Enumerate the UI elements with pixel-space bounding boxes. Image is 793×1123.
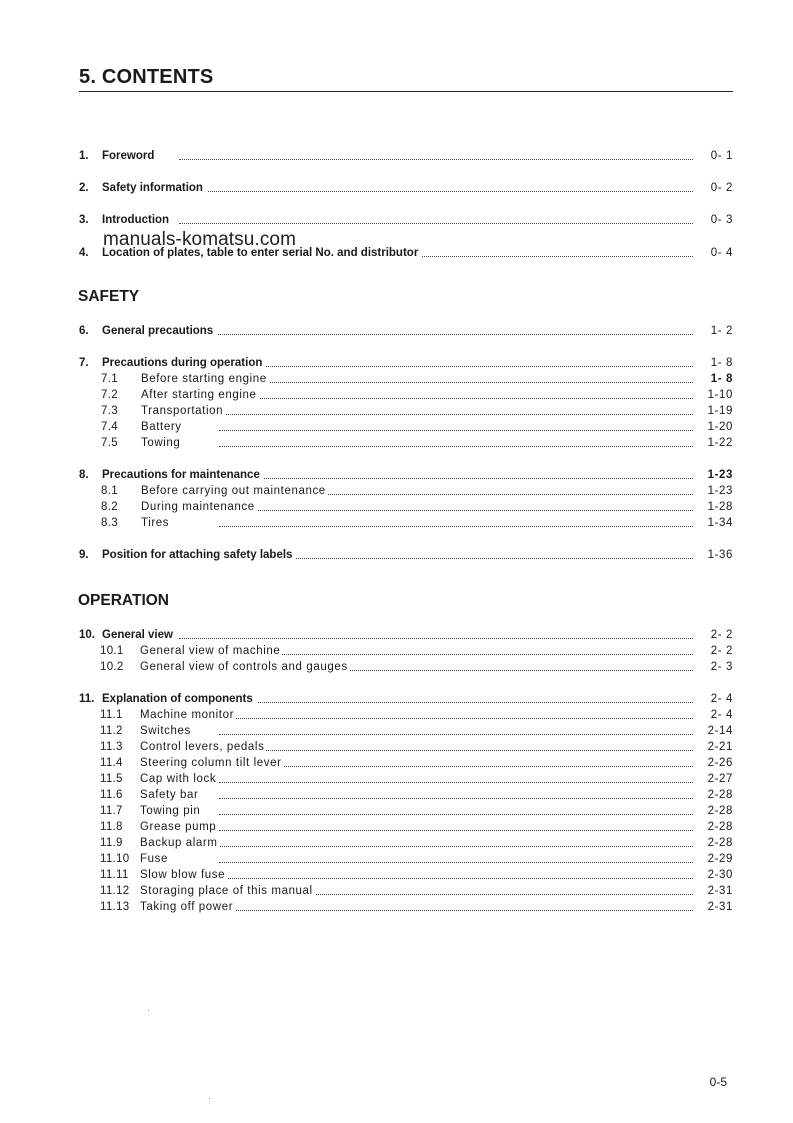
toc-entry-page: 2-27 — [707, 773, 733, 785]
toc-entry-number: 11.6 — [100, 789, 123, 801]
toc-entry-label: Precautions for maintenance — [102, 467, 264, 483]
dot-leader — [219, 718, 693, 719]
toc-subentry[interactable] — [79, 435, 733, 451]
dot-leader — [219, 414, 693, 415]
toc-subentry[interactable] — [79, 835, 733, 851]
toc-entry-page: 1-28 — [707, 501, 733, 513]
toc-subentry[interactable] — [79, 819, 733, 835]
dot-leader — [219, 798, 693, 799]
toc-entry-label: Steering column tilt lever — [140, 757, 282, 769]
toc-entry-number: 3. — [79, 214, 89, 226]
toc-entry-label: General view of machine — [140, 645, 281, 657]
toc-entry-label: Grease pump — [140, 821, 217, 833]
toc-entry-number: 8. — [79, 469, 89, 481]
toc-entry-page: 0- 3 — [710, 214, 733, 226]
toc-entry-label: Transportation — [141, 405, 224, 417]
scan-speck — [148, 1010, 149, 1011]
toc-entry-number: 11.1 — [100, 709, 123, 721]
toc-entry-number: 7.4 — [101, 421, 118, 433]
dot-leader — [179, 159, 693, 160]
toc-subentry[interactable] — [79, 499, 733, 515]
toc-entry-number: 7. — [79, 357, 89, 369]
toc-entry-label: Taking off power — [140, 901, 234, 913]
toc-entry-label: Explanation of components — [102, 691, 257, 707]
toc-subentry[interactable] — [79, 723, 733, 739]
toc-entry-label: During maintenance — [141, 501, 255, 513]
scan-speck — [209, 1098, 210, 1099]
toc-entry[interactable] — [79, 627, 733, 643]
toc-entry-number: 11.8 — [100, 821, 123, 833]
toc-entry-number: 11.10 — [100, 853, 130, 865]
toc-entry-number: 10. — [79, 629, 95, 641]
toc-entry-label: Safety bar — [140, 789, 199, 801]
toc-entry-number: 10.2 — [100, 661, 124, 673]
toc-entry-page: 2- 4 — [710, 709, 733, 721]
toc-entry-label: Position for attaching safety labels — [102, 547, 296, 563]
toc-subentry[interactable] — [79, 867, 733, 883]
toc-entry-page: 1-34 — [707, 517, 733, 529]
toc-entry-page: 2-14 — [707, 725, 733, 737]
toc-entry-page: 2- 4 — [710, 693, 733, 705]
toc-entry-page: 1-23 — [707, 485, 733, 497]
toc-subentry[interactable] — [79, 739, 733, 755]
dot-leader — [179, 334, 693, 335]
toc-entry-page: 2-30 — [707, 869, 733, 881]
toc-entry-number: 10.1 — [100, 645, 124, 657]
toc-entry-label: Before carrying out maintenance — [141, 485, 326, 497]
toc-entry-label: General view — [102, 627, 177, 643]
toc-entry-page: 2- 2 — [710, 629, 733, 641]
title-underline — [79, 91, 733, 92]
toc-subentry[interactable] — [79, 643, 733, 659]
toc-entry-label: Backup alarm — [140, 837, 218, 849]
toc-entry-label: General precautions — [102, 323, 217, 339]
toc-entry-page: 1- 2 — [710, 325, 733, 337]
toc-entry-number: 8.1 — [101, 485, 118, 497]
dot-leader — [179, 638, 693, 639]
toc-entry-page: 1- 8 — [710, 373, 733, 385]
toc-entry-number: 8.2 — [101, 501, 118, 513]
toc-entry-number: 11.3 — [100, 741, 123, 753]
toc-entry-page: 1-20 — [707, 421, 733, 433]
toc-entry-page: 1-10 — [707, 389, 733, 401]
section-heading-operation: OPERATION — [78, 592, 169, 609]
dot-leader — [219, 510, 693, 511]
toc-entry-number: 4. — [79, 247, 89, 259]
toc-entry[interactable] — [79, 323, 733, 339]
toc-entry[interactable] — [79, 148, 733, 164]
toc-entry-page: 0- 1 — [710, 150, 733, 162]
toc-entry-page: 2-29 — [707, 853, 733, 865]
toc-entry-label: Location of plates, table to enter serial No. and distributor — [102, 245, 422, 261]
toc-entry-number: 11.13 — [100, 901, 130, 913]
toc-entry-page: 2- 3 — [710, 661, 733, 673]
toc-entry-label: Towing pin — [140, 805, 201, 817]
toc-entry-label: Slow blow fuse — [140, 869, 226, 881]
toc-entry-label: General view of controls and gauges — [140, 661, 348, 673]
toc-entry-page: 2- 2 — [710, 645, 733, 657]
toc-entry-page: 1-19 — [707, 405, 733, 417]
toc-entry-page: 0- 2 — [710, 182, 733, 194]
toc-subentry[interactable] — [79, 371, 733, 387]
toc-subentry[interactable] — [79, 787, 733, 803]
dot-leader — [219, 750, 693, 751]
dot-leader — [219, 766, 693, 767]
dot-leader — [219, 782, 693, 783]
toc-entry-page: 2-28 — [707, 805, 733, 817]
toc-subentry[interactable] — [79, 883, 733, 899]
dot-leader — [219, 446, 693, 447]
toc-entry-label: Machine monitor — [140, 709, 235, 721]
toc-entry-page: 1-23 — [707, 469, 733, 481]
toc-entry-label: Control levers, pedals — [140, 741, 265, 753]
toc-subentry[interactable] — [79, 771, 733, 787]
toc-entry-number: 9. — [79, 549, 89, 561]
toc-subentry[interactable] — [79, 707, 733, 723]
toc-entry-number: 7.3 — [101, 405, 118, 417]
dot-leader — [219, 830, 693, 831]
toc-entry-label: Cap with lock — [140, 773, 217, 785]
dot-leader — [219, 430, 693, 431]
toc-entry-label: Storaging place of this manual — [140, 885, 313, 897]
toc-entry-number: 11.12 — [100, 885, 130, 897]
toc-subentry[interactable] — [79, 403, 733, 419]
toc-subentry[interactable] — [79, 899, 733, 915]
dot-leader — [219, 654, 693, 655]
toc-subentry[interactable] — [79, 851, 733, 867]
dot-leader — [219, 846, 693, 847]
toc-entry-page: 1-22 — [707, 437, 733, 449]
toc-entry-page: 2-28 — [707, 789, 733, 801]
toc-entry-label: Tires — [141, 517, 170, 529]
dot-leader — [219, 814, 693, 815]
page-number: 0-5 — [709, 1075, 727, 1089]
toc-entry-label: Before starting engine — [141, 373, 267, 385]
toc-subentry[interactable] — [79, 659, 733, 675]
toc-entry[interactable] — [79, 355, 733, 371]
toc-entry-number: 7.2 — [101, 389, 118, 401]
toc-entry-number: 11.4 — [100, 757, 123, 769]
toc-entry-number: 11. — [79, 693, 95, 705]
toc-entry[interactable] — [79, 212, 733, 228]
toc-subentry[interactable] — [79, 483, 733, 499]
toc-subentry[interactable] — [79, 419, 733, 435]
toc-subentry[interactable] — [79, 515, 733, 531]
toc-entry[interactable] — [79, 547, 733, 563]
dot-leader — [219, 382, 693, 383]
toc-entry-number: 11.7 — [100, 805, 123, 817]
toc-entry-number: 11.2 — [100, 725, 123, 737]
dot-leader — [219, 878, 693, 879]
toc-entry-page: 1-36 — [707, 549, 733, 561]
toc-entry-label: Safety information — [102, 180, 207, 196]
toc-entry-number: 11.5 — [100, 773, 123, 785]
dot-leader — [179, 191, 693, 192]
toc-entry-number: 11.11 — [100, 869, 129, 881]
toc-entry-number: 7.1 — [101, 373, 118, 385]
toc-entry-number: 8.3 — [101, 517, 118, 529]
toc-entry-number: 1. — [79, 150, 89, 162]
toc-entry-label: Precautions during operation — [102, 355, 266, 371]
toc-subentry[interactable] — [79, 803, 733, 819]
toc-subentry[interactable] — [79, 387, 733, 403]
toc-entry[interactable] — [79, 180, 733, 196]
toc-entry-page: 1- 8 — [710, 357, 733, 369]
toc-entry-number: 6. — [79, 325, 89, 337]
toc-entry-page: 2-31 — [707, 901, 733, 913]
toc-entry-page: 2-31 — [707, 885, 733, 897]
toc-entry[interactable] — [79, 467, 733, 483]
toc-entry-label: After starting engine — [141, 389, 257, 401]
dot-leader — [219, 734, 693, 735]
toc-entry-label: Battery — [141, 421, 182, 433]
toc-entry-label: Foreword — [102, 148, 158, 164]
toc-entry-label: Fuse — [140, 853, 168, 865]
dot-leader — [219, 398, 693, 399]
dot-leader — [179, 223, 693, 224]
dot-leader — [219, 526, 693, 527]
toc-subentry[interactable] — [79, 755, 733, 771]
watermark-text: manuals-komatsu.com — [103, 229, 297, 250]
toc-entry-label: Towing — [141, 437, 181, 449]
toc-entry-number: 11.9 — [100, 837, 123, 849]
dot-leader — [219, 910, 693, 911]
section-heading-safety: SAFETY — [78, 288, 140, 305]
toc-entry-number: 7.5 — [101, 437, 118, 449]
dot-leader — [219, 862, 693, 863]
toc-entry-page: 2-28 — [707, 837, 733, 849]
toc-entry-page: 0- 4 — [710, 247, 733, 259]
toc-entry-label: Introduction — [102, 212, 173, 228]
toc-entry-page: 2-26 — [707, 757, 733, 769]
toc-entry-page: 2-21 — [707, 741, 733, 753]
toc-entry-number: 2. — [79, 182, 89, 194]
toc-entry[interactable] — [79, 691, 733, 707]
page-title: 5. CONTENTS — [79, 66, 214, 88]
toc-entry-page: 2-28 — [707, 821, 733, 833]
toc-entry-label: Switches — [140, 725, 191, 737]
